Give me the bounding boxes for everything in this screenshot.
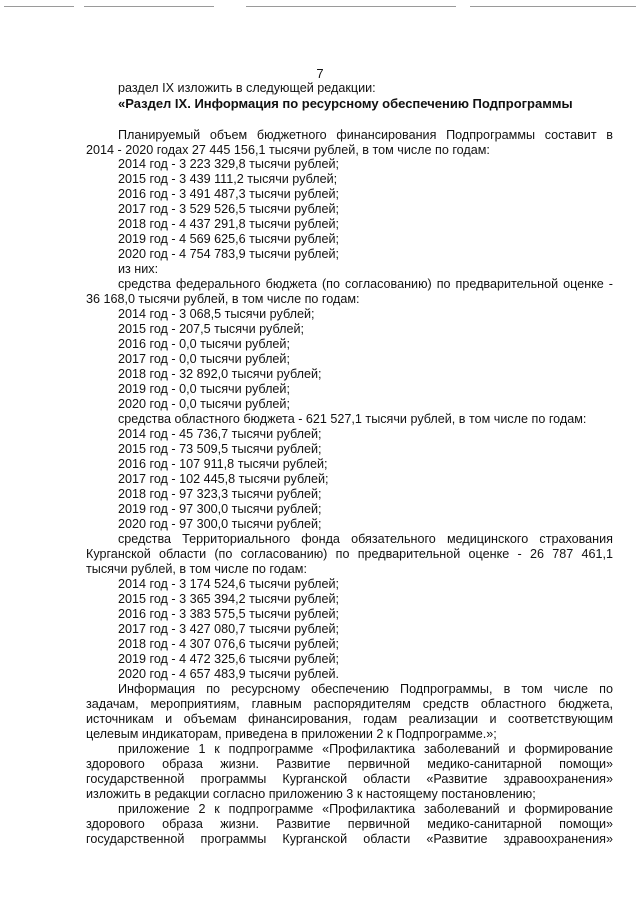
paragraph-line: Информация по ресурсному обеспечению Подпрограммы, в том числе по [118,682,613,696]
paragraph-line: государственной программы Курганской области «Развитие здравоохранения» [86,772,613,786]
paragraph-line: здорового образа жизни. Развитие первичной медико-санитарной помощи» [86,757,613,771]
year-line: 2017 год - 102 445,8 тысячи рублей; [118,472,329,486]
year-line: 2019 год - 4 569 625,6 тысячи рублей; [118,232,339,246]
year-line: 2016 год - 0,0 тысячи рублей; [118,337,290,351]
year-line: 2019 год - 4 472 325,6 тысячи рублей; [118,652,339,666]
year-line: 2019 год - 0,0 тысячи рублей; [118,382,290,396]
year-line: 2018 год - 32 892,0 тысячи рублей; [118,367,322,381]
page-number: 7 [316,66,324,81]
year-line: 2018 год - 97 323,3 тысячи рублей; [118,487,322,501]
year-line: 2014 год - 45 736,7 тысячи рублей; [118,427,322,441]
year-line: 2020 год - 4 657 483,9 тысячи рублей. [118,667,339,681]
paragraph-line: средства Территориального фонда обязательного медицинского страхования [118,532,613,546]
year-line: 2016 год - 3 383 575,5 тысячи рублей; [118,607,339,621]
year-line: 2020 год - 97 300,0 тысячи рублей; [118,517,322,531]
paragraph-line: 36 168,0 тысячи рублей, в том числе по годам: [86,292,360,306]
paragraph-line: целевым индикаторам, приведена в приложении 2 к Подпрограмме.»; [86,727,497,741]
paragraph-line: 2014 - 2020 годах 27 445 156,1 тысячи рублей, в том числе по годам: [86,143,490,157]
section-title: «Раздел IX. Информация по ресурсному обеспечению Подпрограммы [118,96,573,111]
year-line: 2015 год - 3 439 111,2 тысячи рублей; [118,172,338,186]
paragraph-line: здорового образа жизни. Развитие первичной медико-санитарной помощи» [86,817,613,831]
year-line: 2016 год - 107 911,8 тысячи рублей; [118,457,328,471]
year-line: 2014 год - 3 068,5 тысячи рублей; [118,307,315,321]
paragraph-line: приложение 2 к подпрограмме «Профилактика заболеваний и формирование [118,802,613,816]
scan-artifact-line [470,6,636,7]
year-line: 2017 год - 3 427 080,7 тысячи рублей; [118,622,339,636]
paragraph-line: Курганской области (по согласованию) по предварительной оценке - 26 787 461,1 [86,547,613,561]
scan-artifact-line [246,6,456,7]
paragraph-line: средства федерального бюджета (по согласованию) по предварительной оценке - [118,277,613,291]
year-line: 2017 год - 0,0 тысячи рублей; [118,352,290,366]
year-line: 2020 год - 4 754 783,9 тысячи рублей; [118,247,339,261]
scan-artifact-line [84,6,214,7]
year-line: 2017 год - 3 529 526,5 тысячи рублей; [118,202,339,216]
paragraph-line: тысячи рублей, в том числе по годам: [86,562,307,576]
paragraph-line: приложение 1 к подпрограмме «Профилактика заболеваний и формирование [118,742,613,756]
year-line: 2014 год - 3 174 524,6 тысячи рублей; [118,577,339,591]
paragraph-line: изложить в редакции согласно приложению 3 к настоящему постановлению; [86,787,536,801]
paragraph-line: государственной программы Курганской области «Развитие здравоохранения» [86,832,613,846]
year-line: 2016 год - 3 491 487,3 тысячи рублей; [118,187,339,201]
year-line: 2015 год - 73 509,5 тысячи рублей; [118,442,322,456]
year-line: 2018 год - 4 307 076,6 тысячи рублей; [118,637,339,651]
year-line: 2020 год - 0,0 тысячи рублей; [118,397,290,411]
paragraph-line: задачам, мероприятиям, главным распорядителям средств областного бюджета, [86,697,613,711]
year-line: 2015 год - 3 365 394,2 тысячи рублей; [118,592,339,606]
year-line: 2015 год - 207,5 тысячи рублей; [118,322,304,336]
year-line: 2019 год - 97 300,0 тысячи рублей; [118,502,322,516]
year-line: 2014 год - 3 223 329,8 тысячи рублей; [118,157,339,171]
scan-artifact-line [4,6,74,7]
year-line: 2018 год - 4 437 291,8 тысячи рублей; [118,217,339,231]
paragraph-line: средства областного бюджета - 621 527,1 тысячи рублей, в том числе по годам: [118,412,587,426]
paragraph-line: источникам и объемам финансирования, годам реализации и соответствующим [86,712,613,726]
intro-line: раздел IX изложить в следующей редакции: [118,81,376,95]
paragraph-line: Планируемый объем бюджетного финансирования Подпрограммы составит в [118,128,613,142]
of-them-line: из них: [118,262,159,276]
